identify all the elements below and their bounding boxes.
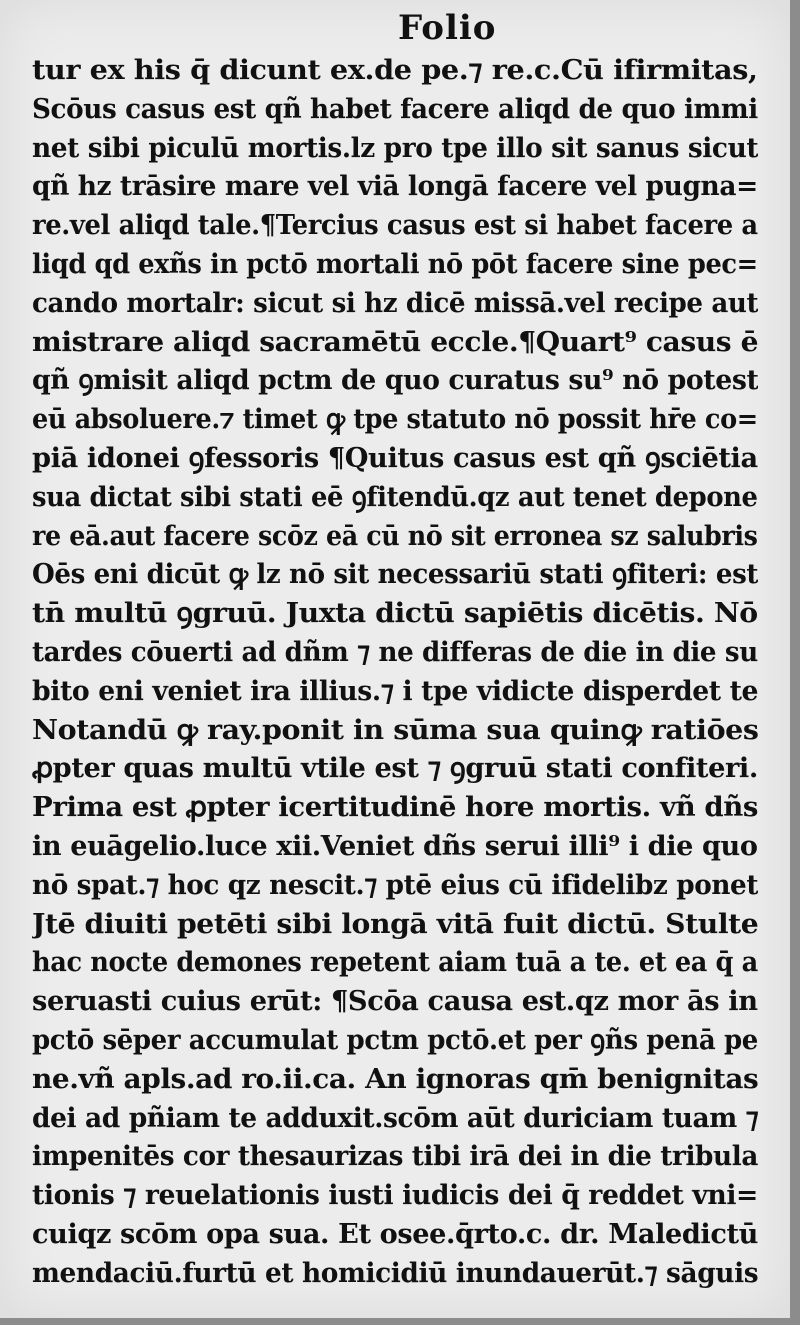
running-heading: Folio	[398, 8, 497, 48]
text-line: bito eni veniet ira illius.⁊ i tpe vidicte disperdet te	[32, 675, 758, 707]
text-line: hac nocte demones repetent aiam tuā a te. et ea q̄ a	[32, 947, 758, 979]
text-line: liqd qd exñs in pctō mortali nō pōt facere sine pec=	[32, 248, 758, 280]
text-line: Scōus casus est qñ habet facere aliqd de quo immi	[32, 93, 758, 125]
text-line: net sibi piculū mortis.lz pro tpe illo sit sanus sicut	[32, 132, 758, 164]
text-line: cuiqz scōm opa sua. Et osee.q̄rto.c. dr. Maledictū	[32, 1218, 758, 1250]
text-line: eū absoluere.⁊ timet ꝙ tpe statuto nō possit hr̄e co=	[32, 404, 758, 436]
text-line: in euāgelio.luce xii.Veniet dñs serui illi⁹ i die quo	[32, 830, 758, 862]
text-line: re eā.aut facere scōz eā cū nō sit erronea sz salubris	[32, 520, 758, 552]
text-line: piā idonei ꝯfessoris ¶Quitus casus est qñ ꝯsciētia	[32, 442, 758, 474]
text-line: cando mortalr: sicut si hz dicē missā.vel recipe aut	[32, 287, 758, 319]
text-body	[32, 52, 758, 1294]
text-line: tardes cōuerti ad dñm ⁊ ne differas de die in die su	[32, 636, 758, 668]
text-line: dei ad pñiam te adduxit.scōm aūt duriciam tuam ⁊	[32, 1102, 758, 1134]
text-line: Oēs eni dicūt ꝙ lz nō sit necessariū stati ꝯfiteri: est	[32, 559, 758, 591]
text-line: sua dictat sibi stati eē ꝯfitendū.qz aut tenet depone	[32, 481, 758, 513]
text-line: re.vel aliqd tale.¶Tercius casus est si habet facere a	[32, 210, 758, 242]
text-line: tn̄ multū ꝯgruū. Juxta dictū sapiētis dicētis. Nō	[32, 598, 758, 630]
text-line: ꝓpter quas multū vtile est ⁊ ꝯgruū stati confiteri.	[32, 753, 758, 785]
text-line: impenitēs cor thesaurizas tibi irā dei in die tribula	[32, 1141, 758, 1173]
text-line: qñ hz trāsire mare vel viā longā facere vel pugna=	[32, 171, 758, 203]
text-line: tur ex his q̄ dicunt ex.de pe.⁊ re.c.Cū ifirmitas,	[32, 55, 758, 86]
text-line: Jtē diuiti petēti sibi longā vitā fuit dictū. Stulte	[32, 908, 758, 940]
text-line: nō spat.⁊ hoc qz nescit.⁊ ptē eius cū ifidelibz ponet	[32, 869, 758, 901]
text-line: mendaciū.furtū et homicidiū inundauerūt.⁊ sāguis	[32, 1257, 758, 1289]
text-line: qñ ꝯmisit aliqd pctm de quo curatus su⁹ nō potest	[32, 365, 758, 397]
text-line: tionis ⁊ reuelationis iusti iudicis dei q̄ reddet vni=	[32, 1180, 758, 1212]
text-line: Prima est ꝓpter icertitudinē hore mortis. vñ dñs	[32, 792, 758, 824]
text-line: seruasti cuius erūt: ¶Scōa causa est.qz mor ās in	[32, 986, 758, 1018]
text-line: mistrare aliqd sacramētū eccle.¶Quart⁹ casus ē	[32, 326, 758, 358]
text-line: Notandū ꝙ ray.ponit in sūma sua quinꝙ ratiōes	[32, 714, 758, 746]
text-line: ne.vñ apls.ad ro.ii.ca. An ignoras qm̄ benignitas	[32, 1063, 758, 1095]
text-line: pctō sēper accumulat pctm pctō.et per ꝯñs penā pe	[32, 1024, 758, 1056]
